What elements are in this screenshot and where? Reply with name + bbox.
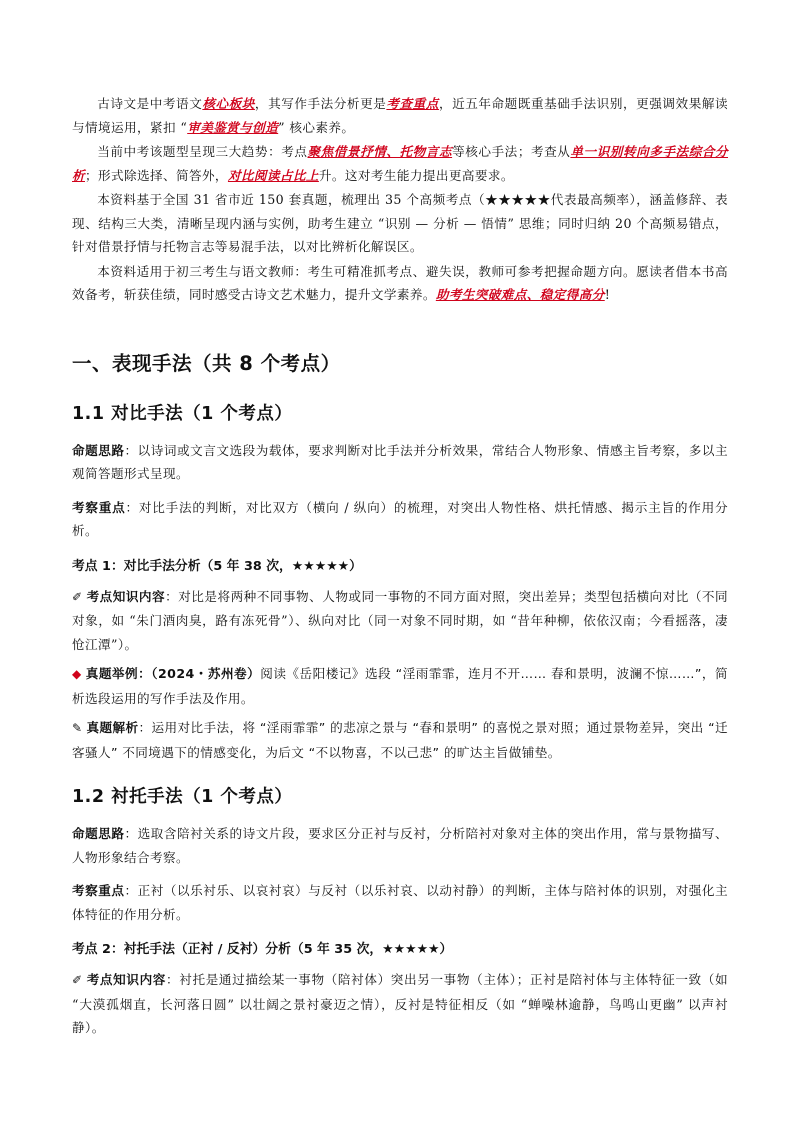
- diamond-icon: ◆: [72, 667, 82, 681]
- intro-paragraph-2: 当前中考该题型呈现三大趋势：考点聚焦借景抒情、托物言志等核心手法；考查从单一识别转向多手法综合分析；形式除选择、简答外，对比阅读占比上升。这对考生能力提出更高要求。: [72, 144, 728, 183]
- exam-analysis-1: ✎ 真题解析：运用对比手法，将 “淫雨霏霏” 的悲凉之景与 “春和景明” 的喜悦之景对照；通过景物差异，突出 “迁客骚人” 不同境遇下的情感变化，为后文 “不以物喜，不以己悲” 的旷达主旨做铺垫。: [72, 716, 728, 764]
- pencil-icon: ✐: [72, 589, 83, 604]
- knowledge-point-2-content: ✐ 考点知识内容：衬托是通过描绘某一事物（陪衬体）突出另一事物（主体）；正衬是陪衬体与主体特征一致（如 “大漠孤烟直，长河落日圆” 以壮阔之景衬豪迈之情），反衬是特征相反（如 “蝉噪林逾静，鸟鸣山更幽” 以声衬静）。: [72, 968, 728, 1040]
- section-1-focus: 考察重点：对比手法的判断，对比双方（横向 / 纵向）的梳理，对突出人物性格、烘托情感、揭示主旨的作用分析。: [72, 499, 728, 538]
- highlight-core-section: 核心板块: [202, 96, 255, 111]
- highlight-techniques: 聚焦借景抒情、托物言志: [307, 144, 453, 159]
- knowledge-point-1-title: 考点 1：对比手法分析（5 年 38 次，★★★★★）: [72, 558, 362, 574]
- highlight-goal: 助考生突破难点、稳定得高分: [435, 287, 605, 302]
- chapter-heading: 一、表现手法（共 8 个考点）: [72, 351, 341, 375]
- highlight-comparison-reading: 对比阅读占比上: [227, 167, 319, 183]
- highlight-exam-focus: 考查重点: [386, 96, 439, 111]
- intro-paragraph-1: 古诗文是中考语文核心板块，其写作手法分析更是考查重点，近五年命题既重基础手法识别，更强调效果解读与情境运用，紧扣 “审美鉴赏与创造” 核心素养。: [72, 96, 728, 135]
- section-2-focus: 考察重点：正衬（以乐衬乐、以哀衬哀）与反衬（以乐衬哀、以动衬静）的判断，主体与陪衬体的识别，对强化主体特征的作用分析。: [72, 883, 728, 922]
- intro-paragraph-4: 本资料适用于初三考生与语文教师：考生可精准抓考点、避失误，教师可参考把握命题方向。愿读者借本书高效备考，斩获佳绩，同时感受古诗文艺术魅力，提升文学素养。助考生突破难点、稳定得高分!: [72, 263, 728, 302]
- section-2-idea: 命题思路：选取含陪衬关系的诗文片段，要求区分正衬与反衬，分析陪衬对象对主体的突出作用，常与景物描写、人物形象结合考察。: [72, 826, 728, 865]
- exam-example-1: ◆ 真题举例：（2024・苏州卷）阅读《岳阳楼记》选段 “淫雨霏霏，连月不开…… 春和景明，波澜不惊……”，简析选段运用的写作手法及作用。: [72, 666, 728, 706]
- pencil-icon: ✐: [72, 973, 83, 987]
- section-2-heading: 1.2 衬托手法（1 个考点）: [72, 787, 293, 807]
- pen-icon: ✎: [72, 721, 83, 735]
- document-page: [72, 92, 728, 1040]
- highlight-trend: 单一识别转向多手法综合分析: [72, 144, 728, 183]
- section-1-idea: 命题思路：以诗词或文言文选段为载体，要求判断对比手法并分析效果，常结合人物形象、情感主旨考察，多以主观简答题形式呈现。: [72, 442, 728, 481]
- highlight-literacy: 审美鉴赏与创造: [187, 119, 279, 135]
- section-1-heading: 1.1 对比手法（1 个考点）: [72, 403, 293, 424]
- intro-paragraph-3: 本资料基于全国 31 省市近 150 套真题，梳理出 35 个高频考点（★★★★★代表最高频率），涵盖修辞、表现、结构三大类，清晰呈现内涵与实例，助考生建立 “识别 — 分析 — 悟情” 思维；同时归纳 20 个高频易错点，针对借景抒情与托物言志等易混手法，以对比辨析化解误区。: [72, 192, 728, 254]
- knowledge-point-1-content: ✐ 考点知识内容：对比是将两种不同事物、人物或同一事物的不同方面对照，突出差异；类型包括横向对比（不同对象，如 “朱门酒肉臭，路有冻死骨”）、纵向对比（同一对象不同时期，如 “昔年种柳，依依汉南；今看摇落，凄怆江潭”）。: [72, 585, 728, 657]
- knowledge-point-2-title: 考点 2：衬托手法（正衬 / 反衬）分析（5 年 35 次，★★★★★）: [72, 942, 453, 957]
